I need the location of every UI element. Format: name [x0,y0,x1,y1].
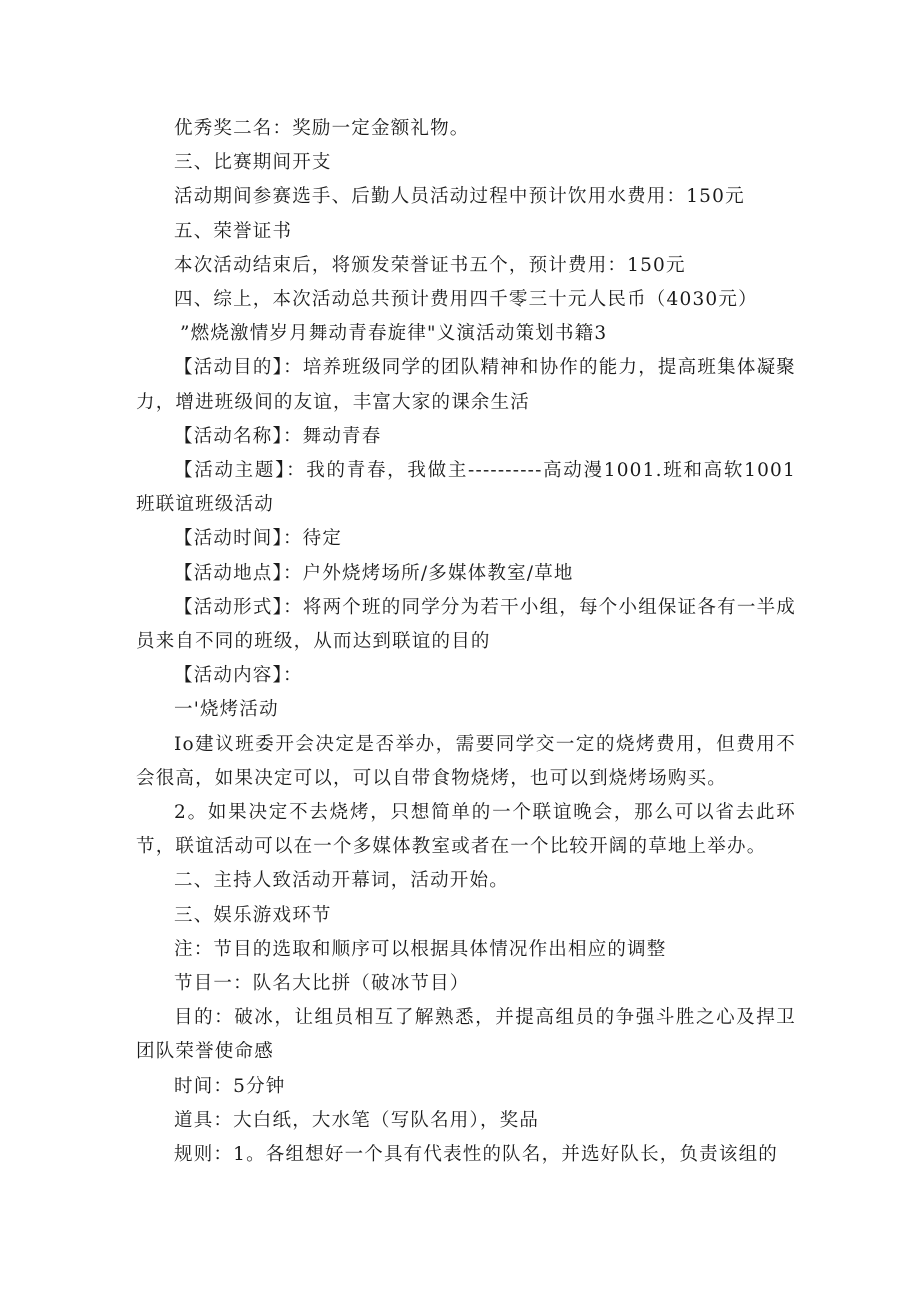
paragraph-activity-time: 【活动时间】：待定 [174,528,343,550]
plan-title: ”燃烧激情岁月舞动青春旋律"义演活动策划书籍3 [180,323,608,345]
paragraph-program-rules: 规则：1。各组想好一个具有代表性的队名，并选好队长，负责该组的 [174,1144,778,1166]
section-heading-barbecue: 一'烧烤活动 [174,699,279,721]
paragraph-program-props: 道具：大白纸，大水笔（写队名用），奖品 [174,1109,540,1131]
paragraph-program-one: 节目一：队名大比拼（破冰节目） [174,973,470,995]
paragraph-activity-location: 【活动地点】：户外烧烤场所/多媒体教室/草地 [174,562,574,584]
paragraph-activity-theme: 【活动主题】：我的青春，我做主----------高动漫1001.班和高软1001班联谊班级活动 [136,460,796,516]
paragraph-total-cost: 四、综上，本次活动总共预计费用四千零三十元人民币（4030元） [174,289,758,311]
paragraph-activity-purpose: 【活动目的】：培养班级同学的团队精神和协作的能力，提高班集体凝聚力，增进班级间的友谊，丰富大家的课余生活 [136,357,796,413]
paragraph-activity-content: 【活动内容】： [174,665,303,687]
paragraph-water-cost: 活动期间参赛选手、后勤人员活动过程中预计饮用水费用：150元 [174,186,745,208]
paragraph-barbecue-item-1: Io建议班委开会决定是否举办，需要同学交一定的烧烤费用，但费用不会很高，如果决定可以，可以自带食物烧烤，也可以到烧烤场购买。 [136,733,796,789]
paragraph-note: 注：节目的选取和顺序可以根据具体情况作出相应的调整 [174,938,667,960]
paragraph-activity-name: 【活动名称】：舞动青春 [174,425,382,447]
section-heading-opening: 二、主持人致活动开幕词，活动开始。 [174,870,509,892]
document-body [136,112,796,1172]
section-heading-games: 三、娱乐游戏环节 [174,904,332,926]
paragraph-certificate-cost: 本次活动结束后，将颁发荣誉证书五个，预计费用：150元 [174,254,686,276]
section-heading-certificates: 五、荣誉证书 [174,220,293,242]
section-heading-expenses: 三、比赛期间开支 [174,152,332,174]
paragraph-program-time: 时间：5分钟 [174,1075,286,1097]
paragraph-activity-format: 【活动形式】：将两个班的同学分为若干小组，每个小组保证各有一半成员来自不同的班级，从而达到联谊的目的 [136,596,796,653]
paragraph-barbecue-item-2: 2。如果决定不去烧烤，只想简单的一个联谊晚会，那么可以省去此环节，联谊活动可以在一个多媒体教室或者在一个比较开阔的草地上举办。 [136,802,796,858]
paragraph-award: 优秀奖二名：奖励一定金额礼物。 [174,118,470,139]
paragraph-program-purpose: 目的：破冰，让组员相互了解熟悉，并提高组员的争强斗胜之心及捍卫团队荣誉使命感 [136,1007,796,1063]
